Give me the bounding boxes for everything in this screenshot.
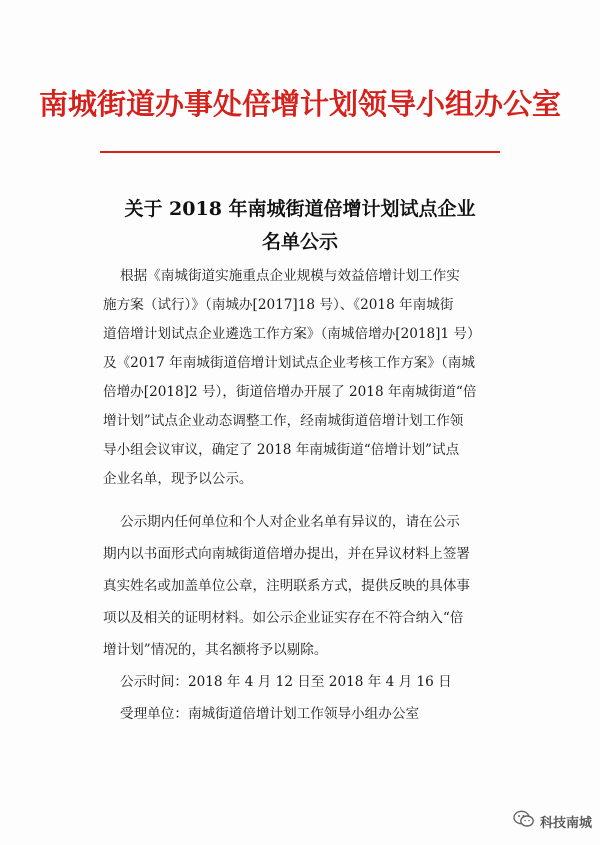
body-line: 导小组会议审议，确定了 2018 年南城街道“倍增计划”试点 [103, 442, 460, 458]
body-line: 企业名单，现予以公示。 [103, 471, 253, 487]
body-line: 及《2017 年南城街道倍增计划试点企业考核工作方案》（南城 [103, 355, 475, 371]
body-line: 真实姓名或加盖单位公章，注明联系方式，提供反映的具体事 [103, 578, 471, 594]
org-header-title: 南城街道办事处倍增计划领导小组办公室 [38, 87, 561, 121]
receiving-unit: 受理单位：南城街道倍增计划工作领导小组办公室 [120, 706, 420, 722]
body-line: 增计划”情况的，其名额将予以剔除。 [103, 642, 328, 658]
notice-title-line-1: 关于 2018 年南城街道倍增计划试点企业 [124, 198, 476, 220]
wechat-icon [513, 810, 535, 832]
body-line: 期内以书面形式向南城街道倍增办提出，并在异议材料上签署 [103, 546, 471, 562]
publicity-period: 公示时间：2018 年 4 月 12 日至 2018 年 4 月 16 日 [120, 674, 452, 690]
body-line: 倍增办[2018]2 号），街道倍增办开展了 2018 年南城街道“倍 [103, 384, 477, 400]
body-line: 道倍增计划试点企业遴选工作方案》（南城倍增办[2018]1 号） [103, 326, 481, 342]
body-line: 增计划”试点企业动态调整工作，经南城街道倍增计划工作领 [103, 413, 464, 429]
notice-title-line-2: 名单公示 [261, 231, 338, 253]
wechat-watermark [513, 810, 592, 832]
body-line: 公示期内任何单位和个人对企业名单有异议的，请在公示 [120, 514, 460, 530]
watermark-text: 科技南城 [539, 815, 592, 831]
body-line: 项以及相关的证明材料。如公示企业证实存在不符合纳入“倍 [103, 610, 464, 626]
body-line: 施方案（试行）》（南城办[2017]18 号）、《2018 年南城街 [103, 297, 454, 313]
header-divider [100, 151, 500, 153]
body-line: 根据《南城街道实施重点企业规模与效益倍增计划工作实 [120, 268, 460, 284]
